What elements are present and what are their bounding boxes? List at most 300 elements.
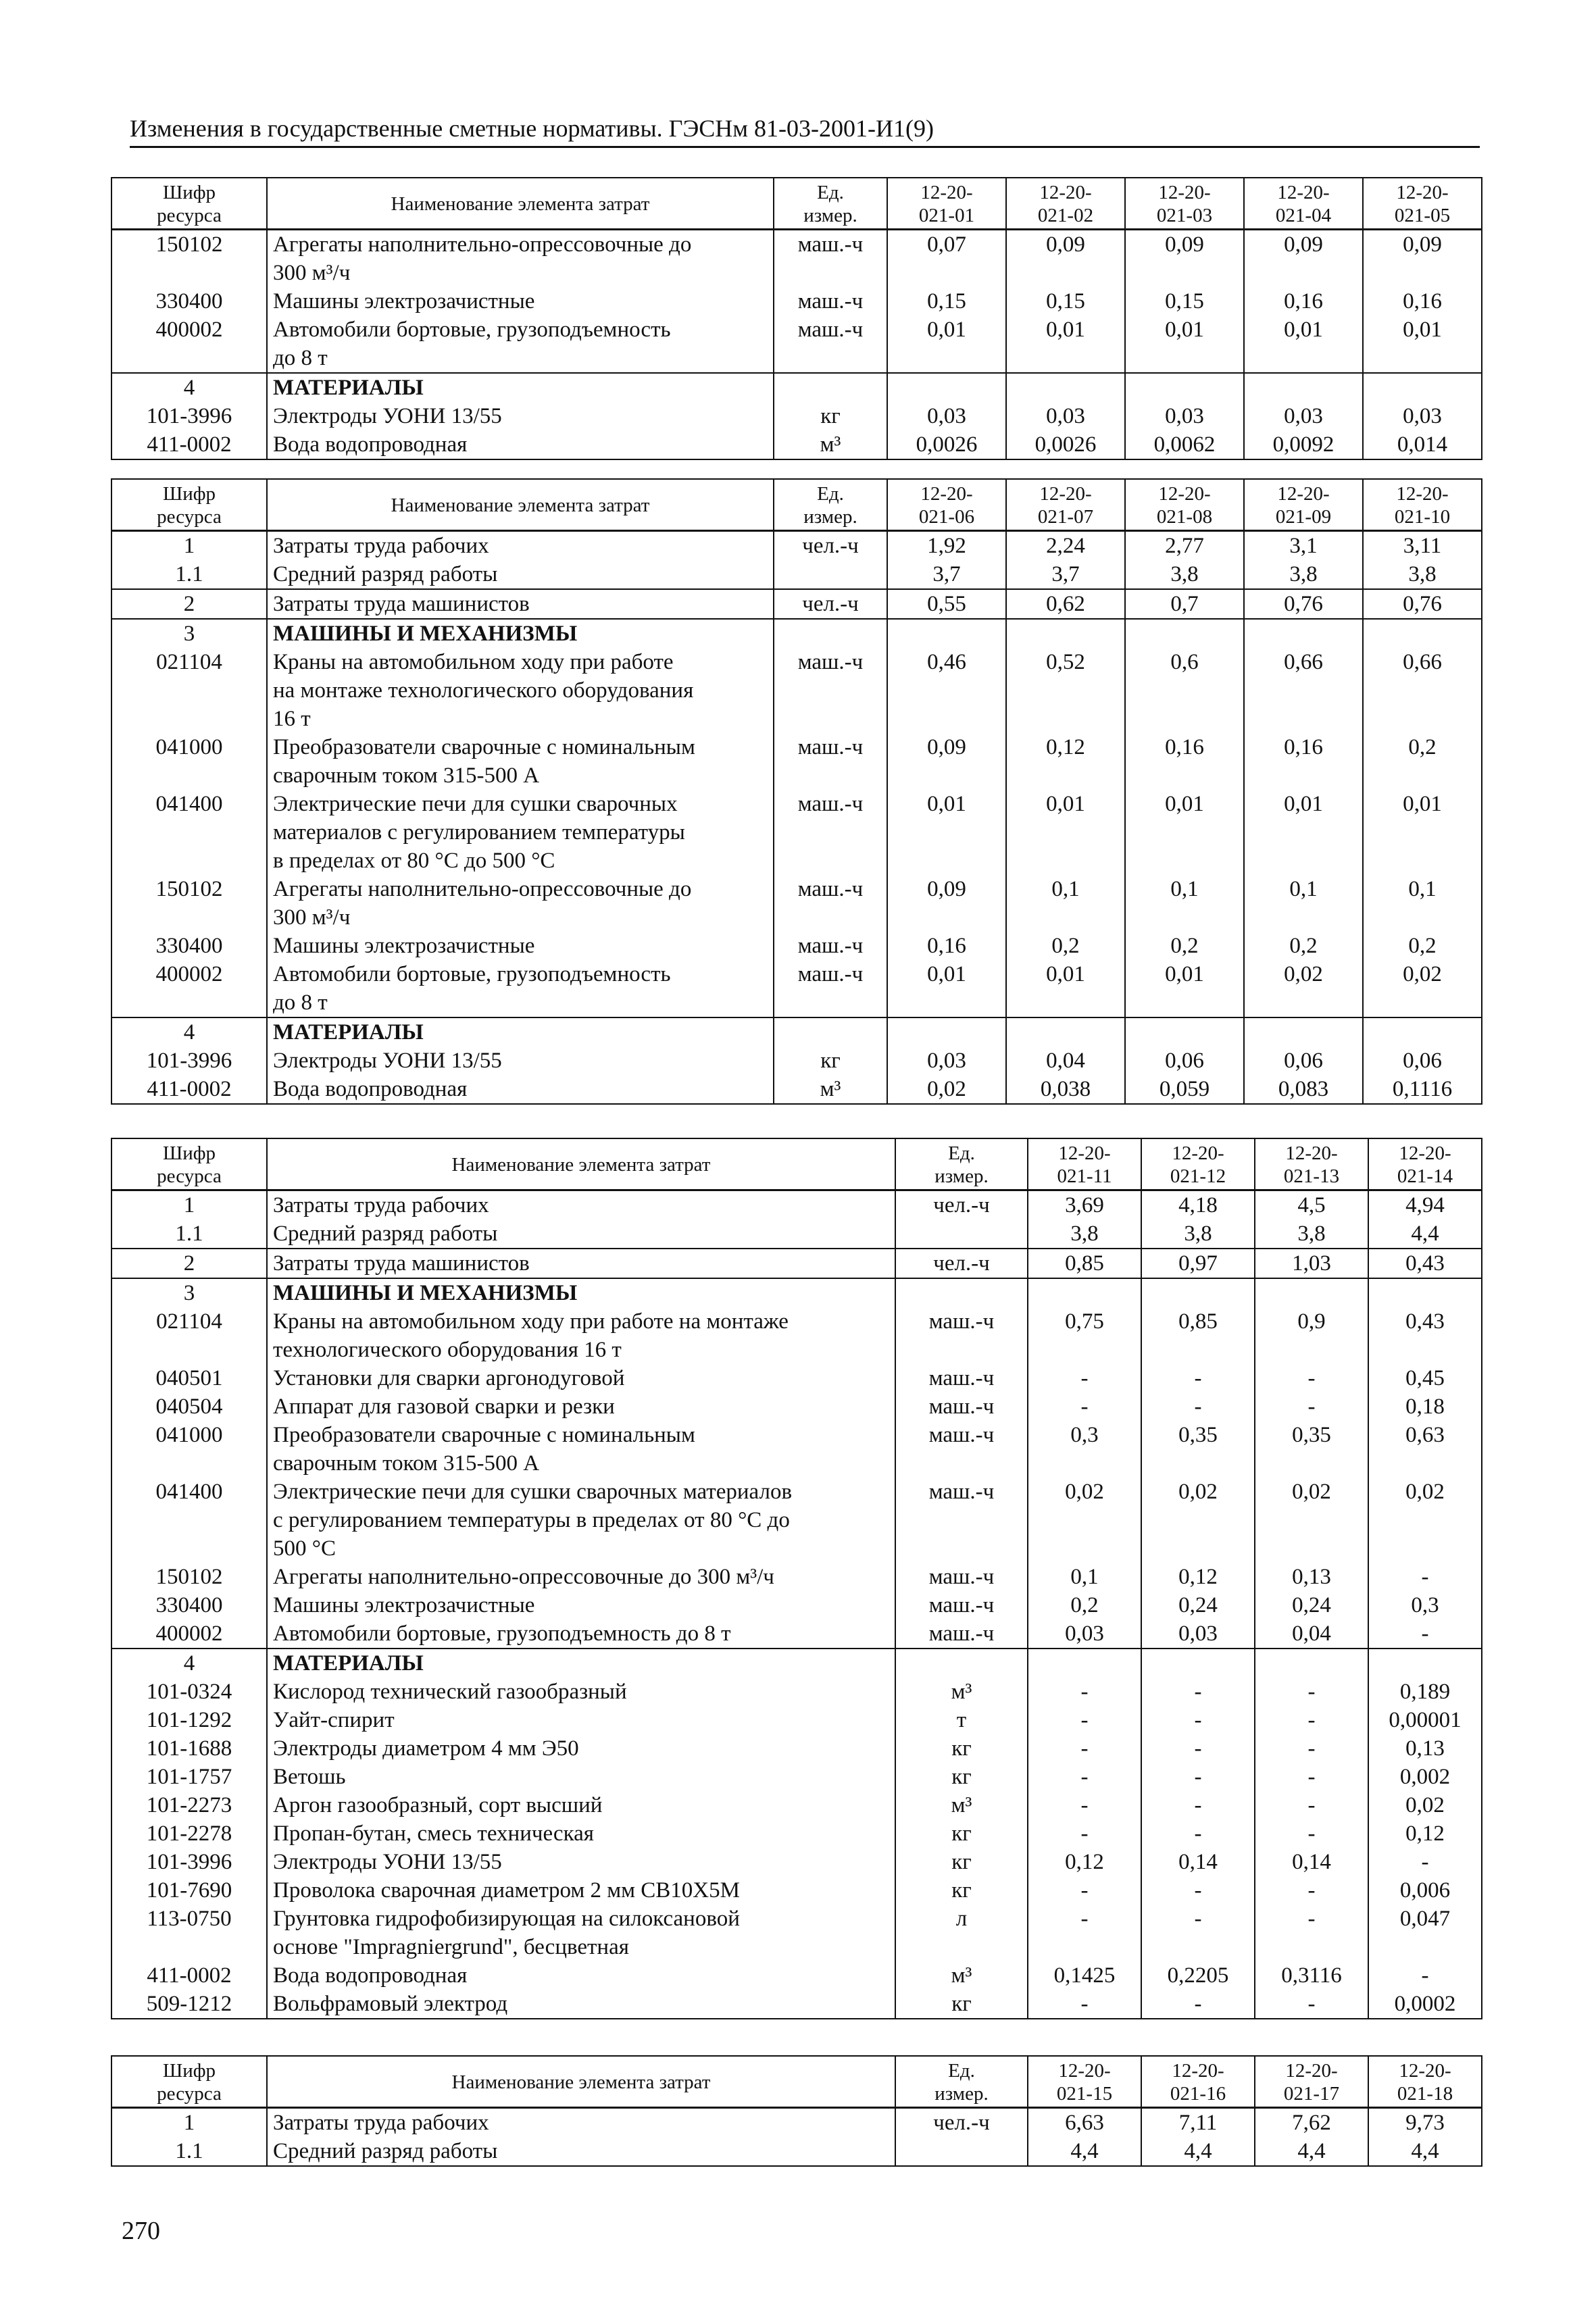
unit: кг <box>895 1990 1028 2019</box>
header-norm-code: 12-20- 021-17 <box>1255 2056 1368 2108</box>
norm-value: 0,9 <box>1255 1307 1368 1364</box>
norm-value: - <box>1255 1392 1368 1421</box>
unit: чел.-ч <box>895 1249 1028 1278</box>
norm-value: 4,18 <box>1141 1190 1255 1220</box>
norm-value: 0,01 <box>1006 790 1125 875</box>
unit: маш.-ч <box>774 875 887 932</box>
table-row <box>111 589 1482 619</box>
norm-value: 0,01 <box>1125 960 1244 1017</box>
unit: кг <box>895 1819 1028 1848</box>
unit: маш.-ч <box>895 1591 1028 1619</box>
norm-value: 0,09 <box>1125 230 1244 288</box>
norm-value: 0,189 <box>1368 1678 1482 1706</box>
norm-value: - <box>1368 1619 1482 1649</box>
norms-table-3 <box>111 1138 1482 2019</box>
unit <box>774 1017 887 1047</box>
unit: маш.-ч <box>895 1392 1028 1421</box>
norm-value: 3,7 <box>887 560 1006 589</box>
norm-value: - <box>1141 1734 1255 1763</box>
resource-code: 1 <box>111 531 267 561</box>
norm-value: - <box>1255 1905 1368 1961</box>
norm-value: 4,4 <box>1141 2137 1255 2166</box>
norm-value: - <box>1141 1791 1255 1819</box>
norm-value: 2,77 <box>1125 531 1244 561</box>
cost-element-name: Преобразователи сварочные с номинальным сварочным током 315-500 А <box>267 733 774 790</box>
unit: м³ <box>895 1678 1028 1706</box>
norm-value: 0,09 <box>1006 230 1125 288</box>
norm-value: 0,2 <box>1028 1591 1141 1619</box>
norm-value: - <box>1141 1392 1255 1421</box>
norm-value: 0,01 <box>1363 316 1482 373</box>
resource-code: 411-0002 <box>111 1961 267 1990</box>
table-row <box>111 1763 1482 1791</box>
norm-value: 0,02 <box>887 1075 1006 1104</box>
header-name: Наименование элемента затрат <box>267 2056 895 2108</box>
norm-value: 0,06 <box>1125 1047 1244 1075</box>
unit <box>895 1649 1028 1678</box>
norm-value: 0,46 <box>887 648 1006 733</box>
resource-code: 101-3996 <box>111 1047 267 1075</box>
unit: маш.-ч <box>774 287 887 316</box>
norm-value: - <box>1028 1763 1141 1791</box>
norm-value: - <box>1141 1819 1255 1848</box>
norm-value: - <box>1255 1791 1368 1819</box>
header-name: Наименование элемента затрат <box>267 479 774 531</box>
norm-value: 9,73 <box>1368 2108 1482 2138</box>
cost-element-name: Уайт-спирит <box>267 1706 895 1734</box>
norm-value <box>1368 1649 1482 1678</box>
norm-value: 0,14 <box>1141 1848 1255 1876</box>
header-norm-code: 12-20- 021-16 <box>1141 2056 1255 2108</box>
unit: т <box>895 1706 1028 1734</box>
table-row <box>111 1190 1482 1220</box>
resource-code: 330400 <box>111 1591 267 1619</box>
table-row <box>111 560 1482 589</box>
cost-element-name: Вольфрамовый электрод <box>267 1990 895 2019</box>
norm-value: 0,16 <box>1244 733 1363 790</box>
table-row <box>111 1421 1482 1478</box>
cost-element-name: Грунтовка гидрофобизирующая на силоксановой основе "Impragniergrund", бесцветная <box>267 1905 895 1961</box>
norm-value <box>1368 1278 1482 1307</box>
norm-value: 0,1116 <box>1363 1075 1482 1104</box>
norm-value: 0,0026 <box>1006 430 1125 459</box>
norm-value: 0,04 <box>1255 1619 1368 1649</box>
unit: маш.-ч <box>895 1364 1028 1392</box>
norm-value: - <box>1255 1763 1368 1791</box>
table-row <box>111 2137 1482 2166</box>
norm-value: 0,059 <box>1125 1075 1244 1104</box>
cost-element-name: Затраты труда машинистов <box>267 1249 895 1278</box>
unit: маш.-ч <box>774 790 887 875</box>
norm-value: 0,09 <box>1244 230 1363 288</box>
table-row <box>111 932 1482 960</box>
table-row <box>111 1307 1482 1364</box>
norm-value: 0,75 <box>1028 1307 1141 1364</box>
norm-value: 1,92 <box>887 531 1006 561</box>
norm-value: 2,24 <box>1006 531 1125 561</box>
unit: маш.-ч <box>774 316 887 373</box>
norm-value: - <box>1255 1678 1368 1706</box>
cost-element-name: Ветошь <box>267 1763 895 1791</box>
norm-value <box>1141 1649 1255 1678</box>
norm-value: 0,01 <box>1125 316 1244 373</box>
cost-element-name: Машины электрозачистные <box>267 932 774 960</box>
norms-table-1 <box>111 177 1482 460</box>
norm-value: 0,24 <box>1255 1591 1368 1619</box>
norm-value: 0,02 <box>1368 1791 1482 1819</box>
norm-value: - <box>1028 1876 1141 1905</box>
norm-value: - <box>1368 1563 1482 1591</box>
norm-value <box>1244 1017 1363 1047</box>
unit: маш.-ч <box>895 1307 1028 1364</box>
norm-value: 0,06 <box>1244 1047 1363 1075</box>
cost-element-name: Затраты труда рабочих <box>267 2108 895 2138</box>
unit <box>895 1219 1028 1249</box>
resource-code: 1 <box>111 1190 267 1220</box>
norm-value: 0,7 <box>1125 589 1244 619</box>
norm-value: 0,01 <box>1006 316 1125 373</box>
norm-value: 0,038 <box>1006 1075 1125 1104</box>
cost-element-name: Электроды УОНИ 13/55 <box>267 1047 774 1075</box>
norms-table-4 <box>111 2055 1482 2167</box>
norm-value: 0,01 <box>887 316 1006 373</box>
norm-value: 0,66 <box>1244 648 1363 733</box>
norm-value: 0,97 <box>1141 1249 1255 1278</box>
cost-element-name: Агрегаты наполнительно-опрессовочные до 300 м³/ч <box>267 230 774 288</box>
table-row <box>111 430 1482 459</box>
resource-code: 150102 <box>111 875 267 932</box>
norm-value: 0,16 <box>1363 287 1482 316</box>
cost-element-name: Преобразователи сварочные с номинальным сварочным током 315-500 А <box>267 1421 895 1478</box>
header-name: Наименование элемента затрат <box>267 178 774 230</box>
norm-value: 0,02 <box>1255 1478 1368 1563</box>
table-row <box>111 287 1482 316</box>
unit: кг <box>895 1763 1028 1791</box>
cost-element-name: Машины электрозачистные <box>267 1591 895 1619</box>
unit: маш.-ч <box>774 230 887 288</box>
norm-value: 0,76 <box>1363 589 1482 619</box>
unit <box>895 1278 1028 1307</box>
table-row <box>111 1905 1482 1961</box>
table-row <box>111 1075 1482 1104</box>
resource-code: 3 <box>111 619 267 648</box>
norm-value: 4,4 <box>1028 2137 1141 2166</box>
norm-value: 0,06 <box>1363 1047 1482 1075</box>
norm-value: 0,09 <box>887 875 1006 932</box>
norm-value: 0,006 <box>1368 1876 1482 1905</box>
resource-code: 040504 <box>111 1392 267 1421</box>
norm-value <box>887 373 1006 402</box>
norm-value: 0,45 <box>1368 1364 1482 1392</box>
header-code: Шифр ресурса <box>111 2056 267 2108</box>
unit: маш.-ч <box>895 1563 1028 1591</box>
norm-value <box>1028 1649 1141 1678</box>
norm-value: 0,002 <box>1368 1763 1482 1791</box>
norm-value: 0,24 <box>1141 1591 1255 1619</box>
page-header: Изменения в государственные сметные нормативы. ГЭСНм 81-03-2001-И1(9) <box>130 114 1480 148</box>
norm-value: 1,03 <box>1255 1249 1368 1278</box>
norm-value: 0,15 <box>1125 287 1244 316</box>
norm-value: - <box>1255 1876 1368 1905</box>
norm-value: 0,52 <box>1006 648 1125 733</box>
unit: чел.-ч <box>774 589 887 619</box>
norm-value <box>1125 619 1244 648</box>
resource-code: 2 <box>111 589 267 619</box>
norm-value: 7,11 <box>1141 2108 1255 2138</box>
table-row <box>111 1364 1482 1392</box>
table-row <box>111 1478 1482 1563</box>
cost-element-name: Краны на автомобильном ходу при работе на монтаже технологического оборудования 16 т <box>267 648 774 733</box>
norm-value: 0,3 <box>1368 1591 1482 1619</box>
norm-value: 0,1 <box>1244 875 1363 932</box>
norm-value: - <box>1028 1791 1141 1819</box>
table-row <box>111 1791 1482 1819</box>
norm-value: 0,09 <box>887 733 1006 790</box>
norm-value: 0,0026 <box>887 430 1006 459</box>
norm-value: 3,1 <box>1244 531 1363 561</box>
norm-value: 0,01 <box>1363 790 1482 875</box>
norm-value: 4,5 <box>1255 1190 1368 1220</box>
norm-value: 6,63 <box>1028 2108 1141 2138</box>
norm-value: - <box>1028 1734 1141 1763</box>
header-norm-code: 12-20- 021-09 <box>1244 479 1363 531</box>
norm-value: 0,35 <box>1255 1421 1368 1478</box>
resource-code: 021104 <box>111 1307 267 1364</box>
resource-code: 101-3996 <box>111 1848 267 1876</box>
cost-element-name: МАТЕРИАЛЫ <box>267 1649 895 1678</box>
norm-value: 0,76 <box>1244 589 1363 619</box>
norm-value: 0,02 <box>1141 1478 1255 1563</box>
table-row <box>111 1961 1482 1990</box>
table-row <box>111 1219 1482 1249</box>
norm-value: 0,09 <box>1363 230 1482 288</box>
norm-value: 4,94 <box>1368 1190 1482 1220</box>
cost-element-name: Средний разряд работы <box>267 560 774 589</box>
header-unit: Ед. измер. <box>774 178 887 230</box>
norm-value <box>1363 619 1482 648</box>
header-code: Шифр ресурса <box>111 178 267 230</box>
cost-element-name: Электрические печи для сушки сварочных материалов с регулированием температуры в пределах от 80 °С до 500 °С <box>267 1478 895 1563</box>
norm-value: - <box>1141 1990 1255 2019</box>
norm-value: - <box>1141 1763 1255 1791</box>
header-unit: Ед. измер. <box>895 2056 1028 2108</box>
header-norm-code: 12-20- 021-05 <box>1363 178 1482 230</box>
cost-element-name: Кислород технический газообразный <box>267 1678 895 1706</box>
table-row <box>111 316 1482 373</box>
header-norm-code: 12-20- 021-02 <box>1006 178 1125 230</box>
header-norm-code: 12-20- 021-11 <box>1028 1138 1141 1190</box>
table-row <box>111 373 1482 402</box>
cost-element-name: Агрегаты наполнительно-опрессовочные до 300 м³/ч <box>267 1563 895 1591</box>
norm-value: 0,2 <box>1363 932 1482 960</box>
norm-value: 0,12 <box>1028 1848 1141 1876</box>
unit: кг <box>774 1047 887 1075</box>
norm-value: - <box>1141 1706 1255 1734</box>
resource-code: 101-3996 <box>111 402 267 430</box>
header-unit: Ед. измер. <box>895 1138 1028 1190</box>
norm-value: 0,2205 <box>1141 1961 1255 1990</box>
norm-value: 0,16 <box>887 932 1006 960</box>
norm-value: 0,1 <box>1006 875 1125 932</box>
header-row <box>111 2056 1482 2108</box>
unit: м³ <box>774 430 887 459</box>
norm-value: 4,4 <box>1255 2137 1368 2166</box>
table-row <box>111 1990 1482 2019</box>
norm-value: 0,02 <box>1368 1478 1482 1563</box>
header-row <box>111 479 1482 531</box>
table-row <box>111 1734 1482 1763</box>
norm-value: 0,00001 <box>1368 1706 1482 1734</box>
norm-value: 3,69 <box>1028 1190 1141 1220</box>
unit: кг <box>895 1734 1028 1763</box>
norm-value: 0,63 <box>1368 1421 1482 1478</box>
cost-element-name: Автомобили бортовые, грузоподъемность до 8 т <box>267 1619 895 1649</box>
norm-value: 0,12 <box>1006 733 1125 790</box>
resource-code: 040501 <box>111 1364 267 1392</box>
cost-element-name: Затраты труда машинистов <box>267 589 774 619</box>
cost-element-name: Краны на автомобильном ходу при работе на монтаже технологического оборудования 16 т <box>267 1307 895 1364</box>
unit: м³ <box>895 1961 1028 1990</box>
unit <box>774 560 887 589</box>
resource-code: 1.1 <box>111 560 267 589</box>
norms-table-2 <box>111 478 1482 1105</box>
norm-value: 0,55 <box>887 589 1006 619</box>
norm-value <box>887 1017 1006 1047</box>
resource-code: 150102 <box>111 1563 267 1591</box>
norm-value <box>1255 1278 1368 1307</box>
norm-value: 0,03 <box>887 1047 1006 1075</box>
norm-value: - <box>1255 1819 1368 1848</box>
norm-value: 0,02 <box>1028 1478 1141 1563</box>
header-norm-code: 12-20- 021-04 <box>1244 178 1363 230</box>
resource-code: 101-2278 <box>111 1819 267 1848</box>
cost-element-name: Затраты труда рабочих <box>267 531 774 561</box>
cost-element-name: Машины электрозачистные <box>267 287 774 316</box>
norm-value <box>1006 619 1125 648</box>
norm-value: 0,16 <box>1125 733 1244 790</box>
table-row <box>111 960 1482 1017</box>
header-norm-code: 12-20- 021-03 <box>1125 178 1244 230</box>
norm-value: 0,0002 <box>1368 1990 1482 2019</box>
norm-value: - <box>1028 1990 1141 2019</box>
norm-value: - <box>1255 1734 1368 1763</box>
table-row <box>111 1563 1482 1591</box>
cost-element-name: Автомобили бортовые, грузоподъемность до 8 т <box>267 960 774 1017</box>
header-norm-code: 12-20- 021-18 <box>1368 2056 1482 2108</box>
unit: кг <box>895 1876 1028 1905</box>
unit: маш.-ч <box>774 960 887 1017</box>
norm-value: - <box>1141 1364 1255 1392</box>
cost-element-name: Вода водопроводная <box>267 430 774 459</box>
norm-value: 0,01 <box>1006 960 1125 1017</box>
resource-code: 021104 <box>111 648 267 733</box>
cost-element-name: МАТЕРИАЛЫ <box>267 1017 774 1047</box>
table-row <box>111 1678 1482 1706</box>
norm-value: 0,13 <box>1368 1734 1482 1763</box>
unit: чел.-ч <box>895 1190 1028 1220</box>
norm-value: 0,43 <box>1368 1307 1482 1364</box>
cost-element-name: Электроды УОНИ 13/55 <box>267 1848 895 1876</box>
resource-code: 101-1757 <box>111 1763 267 1791</box>
header-norm-code: 12-20- 021-07 <box>1006 479 1125 531</box>
cost-element-name: МАШИНЫ И МЕХАНИЗМЫ <box>267 619 774 648</box>
norm-value: 0,12 <box>1368 1819 1482 1848</box>
cost-element-name: Установки для сварки аргонодуговой <box>267 1364 895 1392</box>
cost-element-name: Электрические печи для сушки сварочных материалов с регулированием температуры в пределах от 80 °С до 500 °С <box>267 790 774 875</box>
unit <box>774 373 887 402</box>
norm-value: - <box>1028 1706 1141 1734</box>
resource-code: 1 <box>111 2108 267 2138</box>
cost-element-name: Электроды диаметром 4 мм Э50 <box>267 1734 895 1763</box>
norm-value: 0,01 <box>887 960 1006 1017</box>
resource-code: 4 <box>111 1649 267 1678</box>
norm-value <box>1244 373 1363 402</box>
norm-value: - <box>1141 1905 1255 1961</box>
unit: маш.-ч <box>895 1421 1028 1478</box>
resource-code: 330400 <box>111 287 267 316</box>
norm-value: 0,03 <box>1363 402 1482 430</box>
table-row <box>111 875 1482 932</box>
table-row <box>111 790 1482 875</box>
norm-value: 0,2 <box>1363 733 1482 790</box>
norm-value <box>1363 373 1482 402</box>
header-unit: Ед. измер. <box>774 479 887 531</box>
norm-value: 3,8 <box>1255 1219 1368 1249</box>
unit: м³ <box>895 1791 1028 1819</box>
norm-value: 3,8 <box>1244 560 1363 589</box>
norm-value <box>887 619 1006 648</box>
cost-element-name: Агрегаты наполнительно-опрессовочные до 300 м³/ч <box>267 875 774 932</box>
norm-value: 3,11 <box>1363 531 1482 561</box>
table-row <box>111 619 1482 648</box>
page-number: 270 <box>122 2217 160 2245</box>
norm-value: - <box>1255 1706 1368 1734</box>
table-row <box>111 648 1482 733</box>
table-row <box>111 1848 1482 1876</box>
header-norm-code: 12-20- 021-06 <box>887 479 1006 531</box>
norm-value: 0,14 <box>1255 1848 1368 1876</box>
norm-value: 0,62 <box>1006 589 1125 619</box>
norm-value: - <box>1141 1876 1255 1905</box>
norm-value: 7,62 <box>1255 2108 1368 2138</box>
resource-code: 4 <box>111 373 267 402</box>
norm-value: 0,03 <box>1006 402 1125 430</box>
unit: кг <box>774 402 887 430</box>
norm-value: - <box>1028 1678 1141 1706</box>
resource-code: 041000 <box>111 1421 267 1478</box>
norm-value: 0,85 <box>1141 1307 1255 1364</box>
header-norm-code: 12-20- 021-12 <box>1141 1138 1255 1190</box>
resource-code: 101-1292 <box>111 1706 267 1734</box>
norm-value: 0,03 <box>1125 402 1244 430</box>
cost-element-name: Вода водопроводная <box>267 1961 895 1990</box>
resource-code: 041400 <box>111 1478 267 1563</box>
norm-value <box>1028 1278 1141 1307</box>
norm-value: 4,4 <box>1368 2137 1482 2166</box>
cost-element-name: Пропан-бутан, смесь техническая <box>267 1819 895 1848</box>
norm-value: - <box>1368 1961 1482 1990</box>
norm-value: 0,2 <box>1244 932 1363 960</box>
resource-code: 101-7690 <box>111 1876 267 1905</box>
table-row <box>111 1619 1482 1649</box>
header-norm-code: 12-20- 021-01 <box>887 178 1006 230</box>
norm-value: 0,35 <box>1141 1421 1255 1478</box>
norm-value: - <box>1028 1392 1141 1421</box>
resource-code: 411-0002 <box>111 430 267 459</box>
norm-value: 0,1 <box>1028 1563 1141 1591</box>
norm-value: 3,8 <box>1028 1219 1141 1249</box>
unit: маш.-ч <box>895 1619 1028 1649</box>
